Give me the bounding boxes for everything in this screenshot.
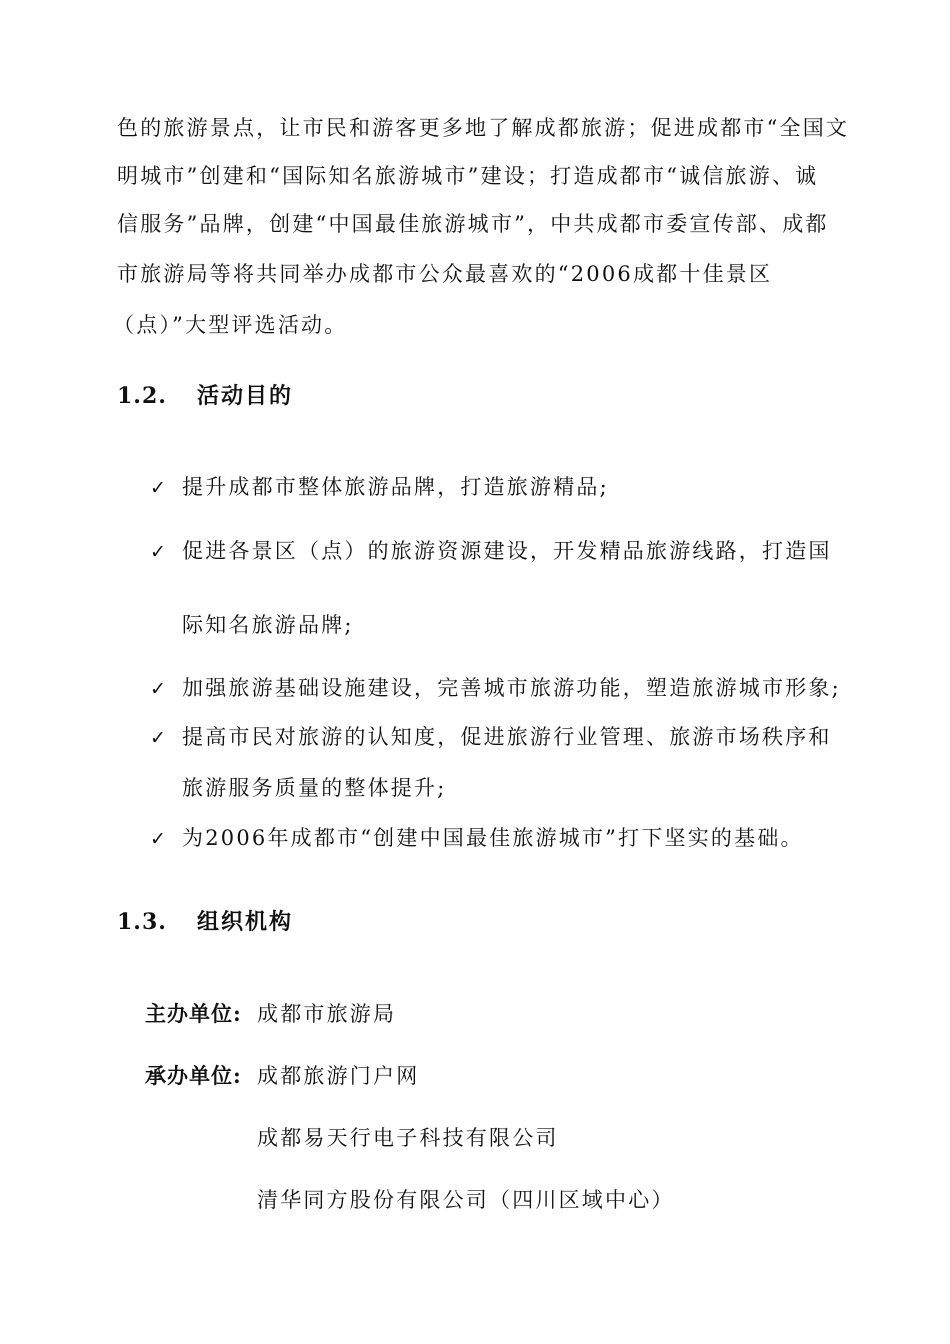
check-icon: ✓ <box>150 828 169 850</box>
intro-line-2: 明城市”创建和“国际知名旅游城市”建设；打造成都市“诚信旅游、诚 <box>117 164 819 188</box>
goal-item-text: 为2006年成都市“创建中国最佳旅游城市”打下坚实的基础。 <box>182 826 804 850</box>
section-title: 活动目的 <box>197 383 294 409</box>
organizer-row <box>145 1061 419 1091</box>
intro-line-1: 色的旅游景点，让市民和游客更多地了解成都旅游；促进成都市“全国文 <box>117 116 850 140</box>
organizer-item-2: 成都易天行电子科技有限公司 <box>257 1126 559 1150</box>
section-heading-org <box>117 907 293 937</box>
goal-item-2-continuation: 际知名旅游品牌; <box>182 613 354 637</box>
goal-item-text: 提高市民对旅游的认知度，促进旅游行业管理、旅游市场秩序和 <box>182 725 832 749</box>
goal-item-5 <box>150 823 804 854</box>
host-value: 成都市旅游局 <box>257 1002 397 1026</box>
intro-line-5: （点）”大型评选活动。 <box>113 313 348 337</box>
section-number: 1.2. <box>117 383 167 409</box>
check-icon: ✓ <box>150 541 169 563</box>
intro-line-3: 信服务”品牌，创建“中国最佳旅游城市”，中共成都市委宣传部、成都 <box>117 212 829 236</box>
host-label: 主办单位: <box>145 1001 242 1026</box>
goal-item-text: 提升成都市整体旅游品牌，打造旅游精品; <box>182 475 609 499</box>
organizer-value: 成都旅游门户网 <box>257 1064 420 1088</box>
check-icon: ✓ <box>150 678 169 700</box>
intro-line-4: 市旅游局等将共同举办成都市公众最喜欢的“2006成都十佳景区 <box>117 262 773 286</box>
goal-item-4-continuation: 旅游服务质量的整体提升; <box>182 776 447 800</box>
organizer-item-3: 清华同方股份有限公司（四川区域中心） <box>257 1188 675 1212</box>
section-heading-goals <box>117 381 293 411</box>
goal-item-text: 促进各景区（点）的旅游资源建设，开发精品旅游线路，打造国 <box>182 539 832 563</box>
goal-item-text: 加强旅游基础设施建设，完善城市旅游功能，塑造旅游城市形象; <box>182 676 841 700</box>
goal-item-4 <box>150 722 832 753</box>
organizer-label: 承办单位: <box>145 1063 242 1088</box>
goal-item-3 <box>150 673 841 704</box>
check-icon: ✓ <box>150 727 169 749</box>
check-icon: ✓ <box>150 477 169 499</box>
section-title: 组织机构 <box>197 909 294 935</box>
goal-item-1 <box>150 472 609 503</box>
host-row <box>145 999 396 1029</box>
goal-item-2 <box>150 536 832 567</box>
section-number: 1.3. <box>117 909 167 935</box>
